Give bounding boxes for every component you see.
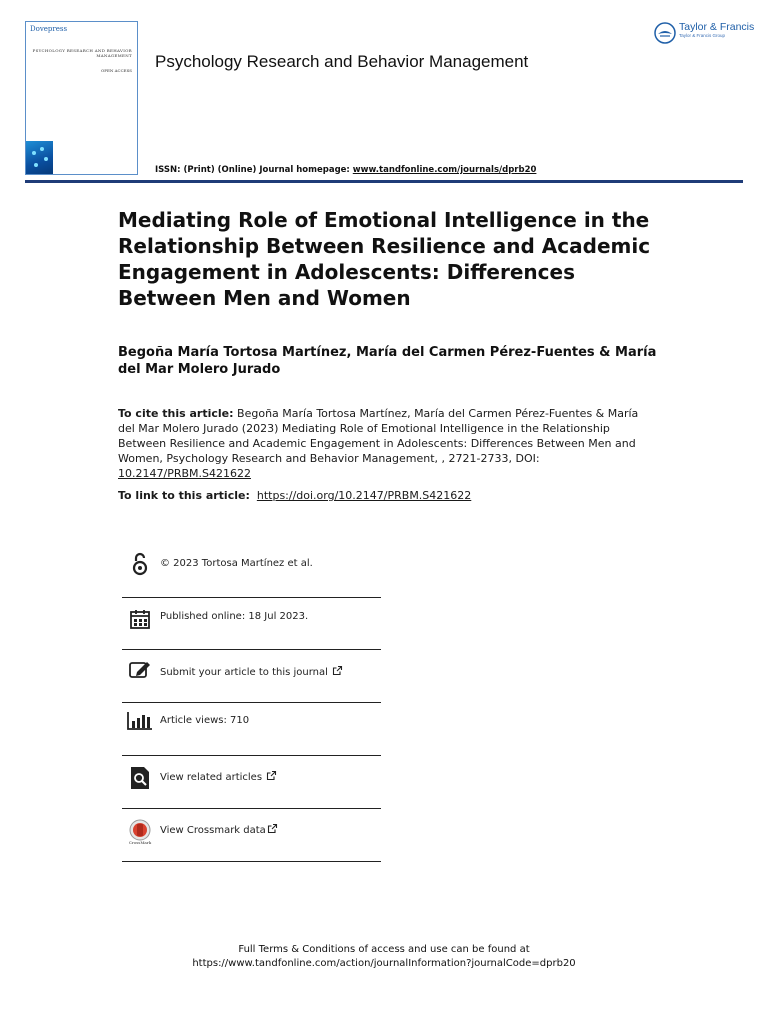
views-row [122,703,381,756]
crossmark-icon [127,819,153,845]
article-title: Mediating Role of Emotional Intelligence in the Relationship Between Resilience and Academic Engagement in Adolescents: Differences Between Men and Women [118,208,651,310]
terms-line-1: Full Terms & Conditions of access and use can be found at [238,944,530,955]
related-articles-link[interactable] [160,770,277,784]
publisher-logo-icon [654,22,676,44]
terms-footer [0,943,768,971]
crossmark-link[interactable] [160,823,278,837]
crossmark-label: View Crossmark data [160,825,266,836]
terms-url[interactable]: https://www.tandfonline.com/action/journalInformation?journalCode=dprb20 [192,958,576,969]
cover-artwork [26,141,53,174]
issn-text: ISSN: (Print) (Online) Journal homepage: [155,165,353,175]
journal-name: Psychology Research and Behavior Management [155,52,529,71]
submit-article-link[interactable] [160,665,343,679]
journal-homepage-link[interactable]: www.tandfonline.com/journals/dprb20 [352,165,537,175]
cover-journal-title: PSYCHOLOGY RESEARCH AND BEHAVIOR MANAGEMENT [32,48,132,58]
article-authors: Begoña María Tortosa Martínez, María del Carmen Pérez-Fuentes & María del Mar Molero Jurado [118,345,657,377]
external-link-icon [267,823,278,837]
article-doi-link[interactable]: https://doi.org/10.2147/PRBM.S421622 [256,489,472,502]
header-divider [25,180,743,183]
published-row [122,597,381,650]
link-label: To link to this article: [118,489,250,502]
crossmark-logo-text: CrossMark [128,840,152,845]
copyright-text: © 2023 Tortosa Martínez et al. [160,558,313,569]
issn-line [155,165,536,175]
external-link-icon [332,665,343,679]
article-views-text: Article views: 710 [160,715,250,726]
cite-label: To cite this article: [118,407,234,420]
cite-doi-link[interactable]: 10.2147/PRBM.S421622 [118,467,251,480]
bar-chart-icon [127,708,153,734]
journal-cover [25,21,138,175]
related-search-icon [127,765,153,791]
publisher-logo-name: Taylor & Francis [679,21,755,33]
cover-publisher: Dovepress [30,25,68,33]
publisher-logo[interactable] [654,22,754,44]
copyright-divider [122,545,381,598]
crossmark-row[interactable] [122,809,381,862]
external-link-icon [266,770,277,784]
cover-access: OPEN ACCESS [100,68,132,73]
calendar-icon [127,606,153,632]
citation-block [118,406,646,481]
publisher-logo-sub: Taylor & Francis Group [679,33,726,38]
edit-icon [127,657,153,683]
published-date-text: Published online: 18 Jul 2023. [160,611,309,622]
article-link-line [118,489,658,502]
related-row[interactable] [122,756,381,809]
submit-article-label: Submit your article to this journal [160,667,328,678]
submit-row[interactable] [122,650,381,703]
related-articles-label: View related articles [160,772,263,783]
cite-text: Begoña María Tortosa Martínez, María del Carmen Pérez-Fuentes & María del Mar Molero Jurado (2023) Mediating Role of Emotional Intelligence in the Relationship Between Resilience and Academic Engagement in Adolescents: Differences Between Men and Women, Psychology Research and Behavior Management, , 2721-2733, DOI: [118,407,639,465]
